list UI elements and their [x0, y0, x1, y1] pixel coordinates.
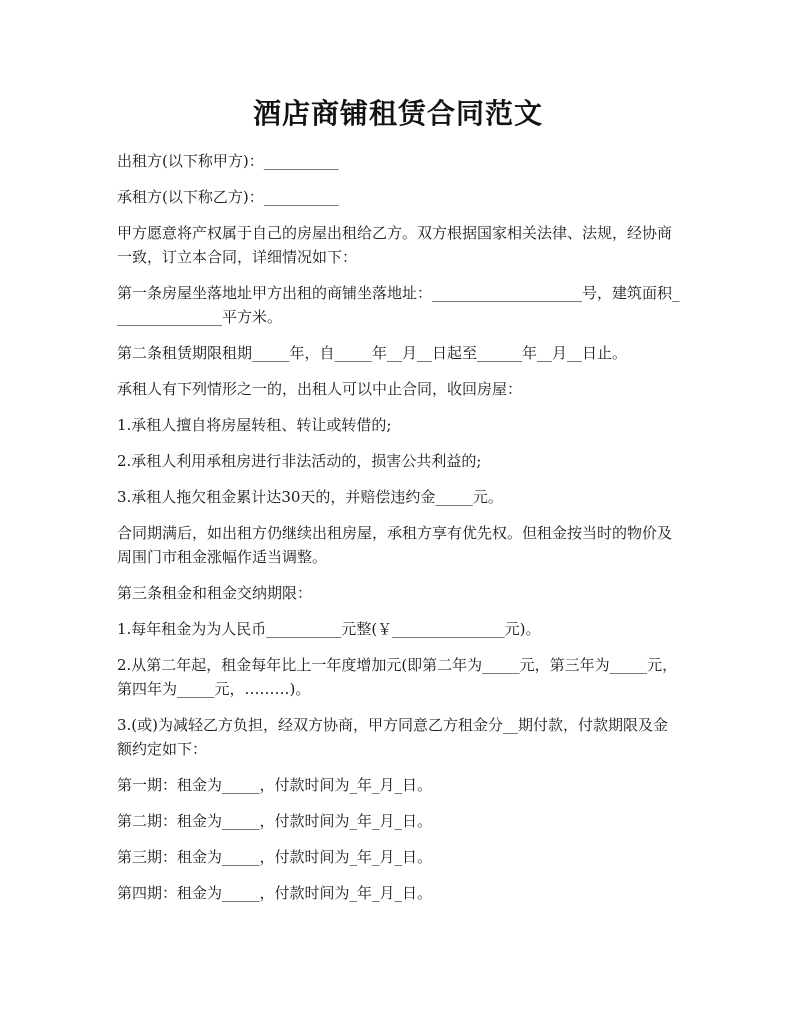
paragraph-termination-3: 3.承租人拖欠租金累计达30天的，并赔偿违约金_____元。	[117, 488, 503, 506]
paragraph-installment-4: 第四期：租金为_____，付款时间为_年_月_日。	[117, 884, 433, 902]
paragraph-installment-3: 第三期：租金为_____，付款时间为_年_月_日。	[117, 848, 433, 866]
paragraph-termination-2: 2.承租人利用承租房进行非法活动的，损害公共利益的;	[117, 452, 482, 470]
paragraph-rent-1: 1.每年租金为为人民币__________元整(￥_______________元)。	[117, 620, 541, 638]
paragraph-intro: 甲方愿意将产权属于自己的房屋出租给乙方。双方根据国家相关法律、法规，经协商一致，订立本合同，详细情况如下：	[117, 224, 673, 266]
paragraph-lessor: 出租方(以下称甲方)：__________	[117, 152, 339, 170]
paragraph-installment-2: 第二期：租金为_____，付款时间为_年_月_日。	[117, 812, 433, 830]
paragraph-rent-2: 2.从第二年起，租金每年比上一年度增加元(即第二年为_____元，第三年为_____元，第四年为_____元，………)。	[117, 656, 678, 698]
document-title: 酒店商铺租赁合同范文	[252, 97, 543, 130]
paragraph-termination-intro: 承租人有下列情形之一的，出租人可以中止合同，收回房屋：	[117, 380, 523, 398]
paragraph-article-1: 第一条房屋坐落地址甲方出租的商铺坐落地址：____________________号，建筑面积_______________平方米。	[117, 284, 680, 326]
paragraph-renewal: 合同期满后，如出租方仍继续出租房屋，承租方享有优先权。但租金按当时的物价及周围门市租金涨幅作适当调整。	[117, 524, 673, 566]
paragraph-article-2: 第二条租赁期限租期_____年，自_____年__月__日起至______年__月__日止。	[117, 344, 628, 362]
document-body	[117, 149, 683, 917]
paragraph-termination-1: 1.承租人擅自将房屋转租、转让或转借的;	[117, 416, 392, 434]
paragraph-installment-1: 第一期：租金为_____，付款时间为_年_月_日。	[117, 776, 433, 794]
paragraph-rent-3: 3.(或)为减轻乙方负担，经双方协商，甲方同意乙方租金分__期付款，付款期限及金额约定如下：	[117, 716, 669, 758]
paragraph-article-3: 第三条租金和租金交纳期限：	[117, 584, 313, 602]
paragraph-lessee: 承租方(以下称乙方)：__________	[117, 188, 339, 206]
